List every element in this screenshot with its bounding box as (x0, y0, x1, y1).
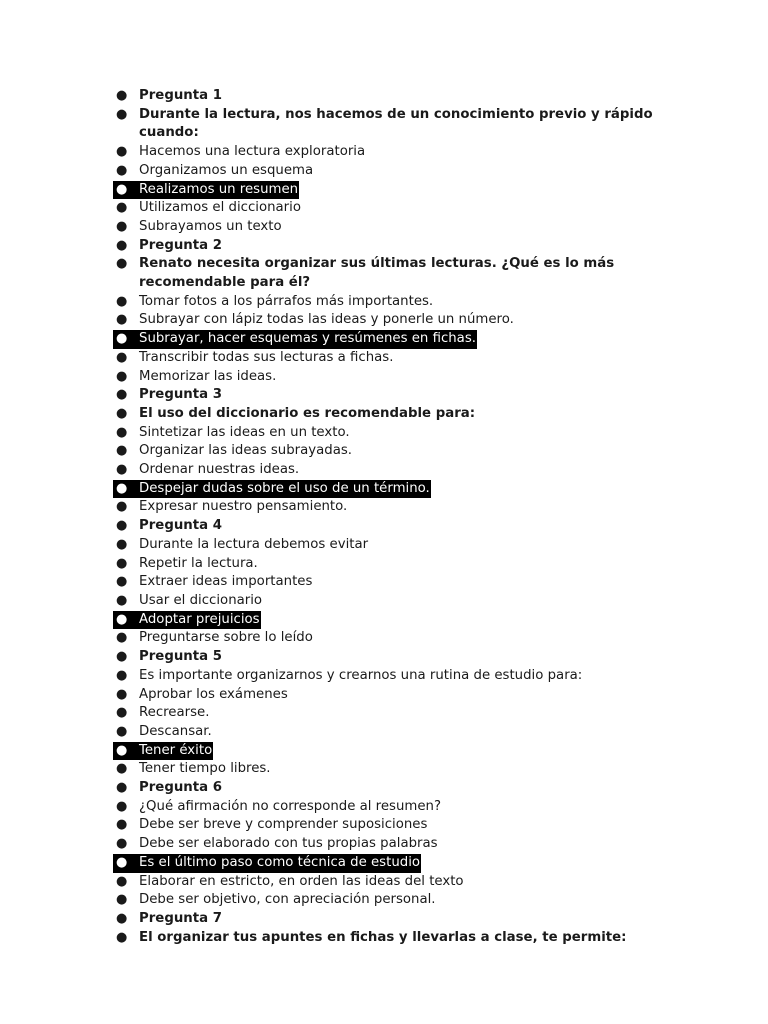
item-text: Pregunta 3 (139, 387, 222, 403)
bullet-icon: ● (116, 237, 128, 253)
list-item (113, 555, 693, 574)
item-row (113, 742, 213, 761)
item-row (113, 704, 693, 723)
list-item (113, 835, 693, 854)
bullet-icon: ● (116, 723, 128, 739)
item-text: Ordenar nuestras ideas. (139, 462, 300, 478)
item-row (113, 181, 299, 200)
item-row (113, 779, 693, 798)
item-row (113, 611, 261, 630)
item-text: El uso del diccionario es recomendable para: (139, 405, 476, 421)
bullet-icon: ● (116, 742, 128, 758)
item-text: Elaborar en estricto, en orden las ideas del texto (139, 873, 464, 889)
bullet-icon: ● (116, 910, 128, 926)
question-list (113, 87, 693, 947)
question-item (113, 929, 693, 948)
item-text: Durante la lectura debemos evitar (139, 536, 369, 552)
question-item (113, 910, 693, 929)
question-item (113, 386, 693, 405)
highlighted-answer-item (113, 480, 693, 499)
item-text: Tener tiempo libres. (139, 761, 271, 777)
list-item (113, 293, 693, 312)
item-text: Expresar nuestro pensamiento. (139, 499, 348, 515)
item-text: Extraer ideas importantes (139, 574, 313, 590)
item-text: El organizar tus apuntes en fichas y llevarlas a clase, te permite: (139, 929, 627, 945)
item-row (113, 517, 693, 536)
item-row (113, 442, 693, 461)
item-row (113, 405, 693, 424)
bullet-icon: ● (116, 630, 128, 646)
list-item (113, 629, 693, 648)
list-item (113, 461, 693, 480)
item-text: Pregunta 7 (139, 910, 222, 926)
item-row (113, 536, 693, 555)
bullet-icon: ● (116, 798, 128, 814)
item-row (113, 723, 693, 742)
bullet-icon: ● (116, 312, 128, 328)
bullet-icon: ● (116, 144, 128, 160)
item-row (113, 424, 693, 443)
item-row (113, 255, 693, 292)
bullet-icon: ● (116, 462, 128, 478)
list-item (113, 368, 693, 387)
bullet-icon: ● (116, 929, 128, 945)
item-row (113, 816, 693, 835)
list-item (113, 891, 693, 910)
item-row (113, 573, 693, 592)
list-item (113, 218, 693, 237)
bullet-icon: ● (116, 387, 128, 403)
question-item (113, 87, 693, 106)
item-text: Transcribir todas sus lecturas a fichas. (139, 349, 394, 365)
list-item (113, 873, 693, 892)
bullet-icon: ● (116, 780, 128, 796)
list-item (113, 723, 693, 742)
item-row (113, 143, 693, 162)
list-item (113, 686, 693, 705)
question-item (113, 648, 693, 667)
item-text: Despejar dudas sobre el uso de un término. (139, 480, 430, 496)
bullet-icon: ● (116, 480, 128, 496)
item-text: Pregunta 2 (139, 237, 222, 253)
bullet-icon: ● (116, 649, 128, 665)
highlighted-answer-item (113, 611, 693, 630)
bullet-icon: ● (116, 854, 128, 870)
bullet-icon: ● (116, 256, 128, 272)
item-text: Pregunta 6 (139, 780, 222, 796)
list-item (113, 573, 693, 592)
item-row (113, 349, 693, 368)
item-row (113, 330, 477, 349)
item-text: Hacemos una lectura exploratoria (139, 144, 366, 160)
item-row (113, 592, 693, 611)
item-text: Utilizamos el diccionario (139, 200, 301, 216)
item-row (113, 629, 693, 648)
list-item (113, 816, 693, 835)
list-item (113, 442, 693, 461)
bullet-icon: ● (116, 218, 128, 234)
list-item (113, 704, 693, 723)
item-row (113, 835, 693, 854)
bullet-icon: ● (116, 817, 128, 833)
item-text: Pregunta 4 (139, 518, 222, 534)
item-text: Tomar fotos a los párrafos más importantes. (139, 293, 434, 309)
item-text: Es el último paso como técnica de estudio (139, 854, 421, 870)
bullet-icon: ● (116, 349, 128, 365)
bullet-icon: ● (116, 761, 128, 777)
list-item (113, 311, 693, 330)
item-text: Debe ser breve y comprender suposiciones (139, 817, 428, 833)
bullet-icon: ● (116, 368, 128, 384)
item-text: Subrayar con lápiz todas las ideas y ponerle un número. (139, 312, 514, 328)
item-text: Realizamos un resumen (139, 181, 299, 197)
item-text: Memorizar las ideas. (139, 368, 277, 384)
highlighted-answer-item (113, 742, 693, 761)
item-row (113, 929, 693, 948)
highlighted-answer-item (113, 181, 693, 200)
question-item (113, 255, 693, 292)
question-item (113, 106, 693, 143)
bullet-icon: ● (116, 667, 128, 683)
item-row (113, 461, 693, 480)
item-text: Organizamos un esquema (139, 162, 314, 178)
item-text: Aprobar los exámenes (139, 686, 288, 702)
question-item (113, 517, 693, 536)
bullet-icon: ● (116, 555, 128, 571)
item-row (113, 798, 693, 817)
bullet-icon: ● (116, 200, 128, 216)
bullet-icon: ● (116, 499, 128, 515)
list-item (113, 199, 693, 218)
bullet-icon: ● (116, 518, 128, 534)
item-text: Renato necesita organizar sus últimas lecturas. ¿Qué es lo más recomendable para él? (139, 256, 615, 291)
bullet-icon: ● (116, 592, 128, 608)
list-item (113, 667, 693, 686)
item-row (113, 555, 693, 574)
item-text: Repetir la lectura. (139, 555, 258, 571)
list-item (113, 143, 693, 162)
item-row (113, 311, 693, 330)
question-item (113, 237, 693, 256)
item-row (113, 162, 693, 181)
list-item (113, 798, 693, 817)
bullet-icon: ● (116, 686, 128, 702)
bullet-icon: ● (116, 424, 128, 440)
list-item (113, 349, 693, 368)
bullet-icon: ● (116, 162, 128, 178)
item-text: Subrayamos un texto (139, 218, 282, 234)
item-row (113, 237, 693, 256)
item-text: Recrearse. (139, 705, 210, 721)
bullet-icon: ● (116, 293, 128, 309)
list-item (113, 592, 693, 611)
item-row (113, 854, 421, 873)
item-text: Pregunta 1 (139, 88, 222, 103)
item-row (113, 686, 693, 705)
item-text: Descansar. (139, 723, 212, 739)
item-text: Organizar las ideas subrayadas. (139, 443, 353, 459)
item-row (113, 106, 693, 143)
highlighted-answer-item (113, 330, 693, 349)
list-item (113, 498, 693, 517)
item-text: Subrayar, hacer esquemas y resúmenes en fichas. (139, 331, 476, 347)
item-text: Pregunta 5 (139, 649, 222, 665)
list-item (113, 760, 693, 779)
bullet-icon: ● (116, 331, 128, 347)
item-text: Usar el diccionario (139, 592, 263, 608)
question-item (113, 405, 693, 424)
list-item (113, 536, 693, 555)
bullet-icon: ● (116, 443, 128, 459)
question-item (113, 779, 693, 798)
item-row (113, 648, 693, 667)
bullet-icon: ● (116, 181, 128, 197)
item-text: Durante la lectura, nos hacemos de un conocimiento previo y rápido cuando: (139, 106, 653, 141)
item-text: Debe ser elaborado con tus propias palabras (139, 836, 438, 852)
list-item (113, 424, 693, 443)
bullet-icon: ● (116, 705, 128, 721)
item-text: ¿Qué afirmación no corresponde al resumen? (139, 798, 442, 814)
item-row (113, 368, 693, 387)
item-row (113, 199, 693, 218)
item-row (113, 667, 693, 686)
item-row (113, 218, 693, 237)
bullet-icon: ● (116, 88, 128, 103)
item-row (113, 873, 693, 892)
item-row (113, 293, 693, 312)
item-row (113, 480, 431, 499)
list-item (113, 162, 693, 181)
bullet-icon: ● (116, 892, 128, 908)
item-row (113, 910, 693, 929)
bullet-icon: ● (116, 405, 128, 421)
item-text: Adoptar prejuicios (139, 611, 260, 627)
item-text: Sintetizar las ideas en un texto. (139, 424, 350, 440)
item-row (113, 891, 693, 910)
item-row (113, 386, 693, 405)
item-row (113, 498, 693, 517)
item-text: Tener éxito (139, 742, 213, 758)
highlighted-answer-item (113, 854, 693, 873)
bullet-icon: ● (116, 574, 128, 590)
item-row (113, 87, 693, 106)
bullet-icon: ● (116, 873, 128, 889)
bullet-icon: ● (116, 836, 128, 852)
bullet-icon: ● (116, 106, 128, 122)
item-text: Preguntarse sobre lo leído (139, 630, 313, 646)
item-text: Es importante organizarnos y crearnos una rutina de estudio para: (139, 667, 583, 683)
bullet-icon: ● (116, 536, 128, 552)
item-row (113, 760, 693, 779)
item-text: Debe ser objetivo, con apreciación personal. (139, 892, 436, 908)
bullet-icon: ● (116, 611, 128, 627)
